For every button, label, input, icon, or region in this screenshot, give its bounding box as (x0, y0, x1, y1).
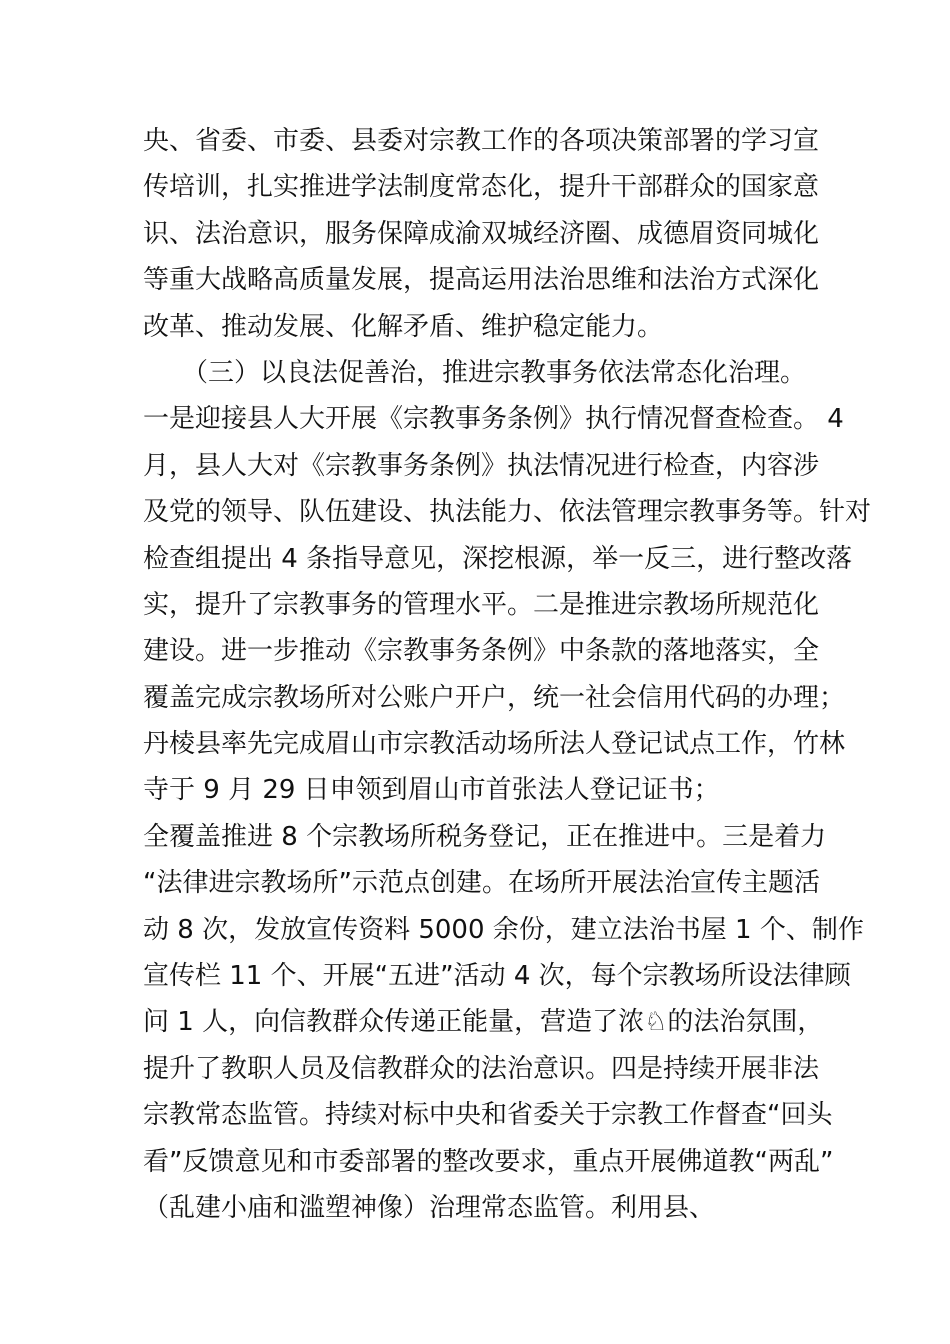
text-line: 改革、推动发展、化解矛盾、维护稳定能力。 (143, 311, 664, 342)
text-line: 宣传栏 11 个、开展“五进”活动 4 次，每个宗教场所设法律顾 (143, 961, 851, 992)
text-line: 覆盖完成宗教场所对公账户开户，统一社会信用代码的办理； (143, 682, 846, 713)
text-line: 问 1 人，向信教群众传递正能量，营造了浓♘的法治氛围， (143, 1007, 824, 1038)
section-heading-line: （三）以良法促善治，推进宗教事务依法常态化治理。 (143, 357, 807, 388)
text-line: 央、省委、市委、县委对宗教工作的各项决策部署的学习宣 (143, 126, 820, 156)
text-line: 宗教常态监管。持续对标中央和省委关于宗教工作督查“回头 (143, 1100, 833, 1131)
text-line: 动 8 次，发放宣传资料 5000 余份，建立法治书屋 1 个、制作 (143, 914, 864, 945)
text-line: 传培训，扎实推进学法制度常态化，提升干部群众的国家意 (143, 172, 820, 203)
text-line: 月，县人大对《宗教事务条例》执法情况进行检查，内容涉 (143, 450, 820, 481)
text-line: 等重大战略高质量发展，提高运用法治思维和法治方式深化 (143, 265, 820, 296)
text-line: “法律进宗教场所”示范点创建。在场所开展法治宣传主题活 (143, 868, 820, 899)
text-line: 检查组提出 4 条指导意见，深挖根源，举一反三，进行整改落 (143, 543, 853, 574)
body-text (143, 118, 872, 1231)
text-line: 丹棱县率先完成眉山市宗教活动场所法人登记试点工作，竹林 (143, 729, 846, 760)
text-line: 全覆盖推进 8 个宗教场所税务登记，正在推进中。三是着力 (143, 821, 827, 852)
text-line: 寺于 9 月 29 日申领到眉山市首张法人登记证书； (143, 775, 720, 806)
text-line: 一是迎接县人大开展《宗教事务条例》执行情况督查检查。 4 (143, 404, 844, 435)
text-line: 实，提升了宗教事务的管理水平。二是推进宗教场所规范化 (143, 589, 820, 620)
text-line: 识、法治意识，服务保障成渝双城经济圈、成德眉资同城化 (143, 218, 820, 249)
text-line: 看”反馈意见和市委部署的整改要求，重点开展佛道教“两乱” (143, 1146, 834, 1177)
text-line: 及党的领导、队伍建设、执法能力、依法管理宗教事务等。针对 (143, 497, 872, 528)
text-line: 建设。进一步推动《宗教事务条例》中条款的落地落实，全 (143, 636, 820, 667)
text-line: （乱建小庙和滥塑神像）治理常态监管。利用县、 (143, 1192, 716, 1223)
text-line: 提升了教职人员及信教群众的法治意识。四是持续开展非法 (143, 1053, 820, 1084)
